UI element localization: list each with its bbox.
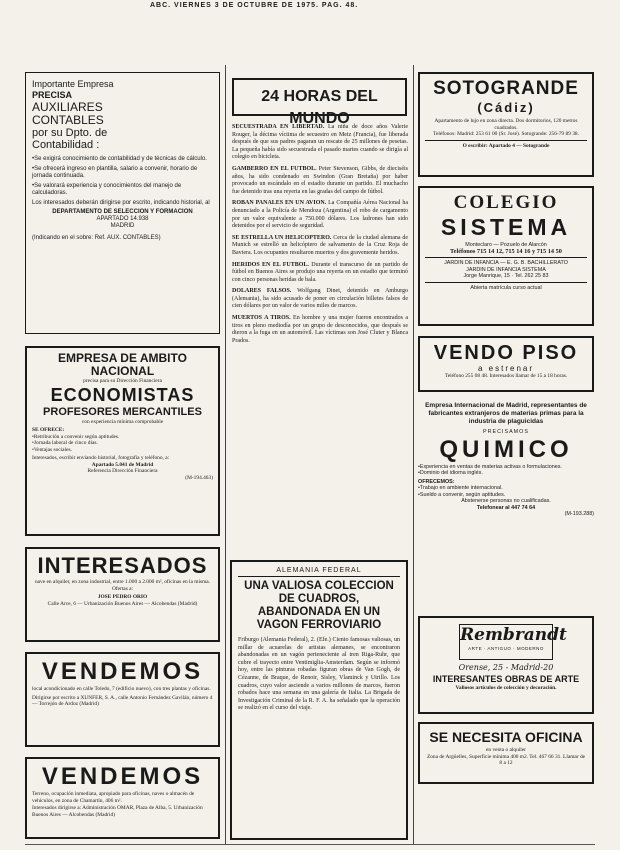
ad-phones: Teléfonos 715 14 12, 715 14 16 y 715 14 50 (450, 247, 562, 255)
page-header: ABC. VIERNES 3 DE OCTUBRE DE 1975. PAG. 48. (150, 2, 359, 9)
ad-footer: (Indicando en el sobre: Ref. AUX. CONTABLES) (32, 235, 161, 241)
ad-more: Dirigirse por escrito a XUNFER, S. A., calle Antonio Fernández Gavilán, número 4 — Torrejón de Ardoz (Madrid) (32, 694, 213, 707)
ad-phones: Teléfonos: Madrid: 253 61 00 (Sr. José). Sotogrande: 256-79 89 38. (433, 131, 579, 137)
ad-body: nave en alquiler, en zona industrial, entre 1.000 a 2.000 m², oficinas en la misma. Ofertas a: (34, 579, 211, 592)
ad-subtitle: a estrenar (477, 364, 535, 373)
ad-footer: O escribir: Apartado 4 — Sotogrande (462, 142, 550, 149)
ad-more: Interesados dirigirse a: Administración OMAR, Plaza de Alba, 5. Urbanización Buenos Aires — Alcobendas (Madrid) (32, 805, 203, 818)
ad-title: QUIMICO (439, 435, 573, 463)
ad-title: VENDEMOS (41, 763, 204, 790)
ad-auxiliares-contables (25, 72, 220, 334)
divider (238, 576, 400, 577)
news-body: Durante el transcurso de un partido de fútbol en Buenos Aires se produjo una reyerta en un estadio que terminó con cinco personas heridas de bala. (232, 261, 409, 283)
ad-offer: SE OFRECE: (32, 427, 65, 433)
ad-interesados (25, 547, 220, 642)
ad-title: VENDO PISO (433, 342, 579, 364)
logo-text: Rembrandt (460, 625, 567, 645)
ad-bullet: • Trabajo en ambiente internacional. (418, 485, 594, 492)
ad-offer: OFRECEMOS: (418, 478, 455, 485)
ad-sotogrande (418, 72, 594, 177)
ad-bullet: • Experiencia en ventas de materias activas o formulaciones. (418, 464, 594, 471)
ad-subtitle: (Cádiz) (477, 100, 535, 115)
ad-phone: Telefonear al 447 74 64 (476, 504, 536, 511)
ad-line: Importante Empresa (32, 79, 114, 89)
news-item (232, 262, 408, 285)
ad-address: Orense, 25 - Madrid-20 (458, 663, 554, 672)
ad-body: Apartamento de lujo en zona directa. Dos dormitorios, 120 metros cuadrados. (434, 118, 578, 131)
ad-line: Contabilidad : (32, 139, 100, 151)
ad-line: EMPRESA DE AMBITO (58, 351, 187, 365)
ad-vendemos-terreno (25, 757, 220, 839)
news-body: La niña de doce años Valerie Rouger, la décima víctima de secuestro en Metz (Francia), fue liberada después de que sus padres pagaran un rescate de 25 millones de pesetas. La pequeña había sido secuestrada el pasado martes cuando se dirigía al colegio en bicicleta. (232, 124, 408, 161)
ad-address: Monteclaro — Pozuelo de Alarcón (465, 242, 547, 248)
news-briefs (232, 124, 408, 550)
ad-more: Zona de Argüelles, Superficie mínima 400 m2. Tel. 467 66 31. Llamar de 8 a 12 (426, 753, 586, 766)
ad-title: INTERESANTES OBRAS DE ARTE (432, 674, 580, 684)
feature-body: Friburgo (Alemania Federal), 2. (Efe.) Ciento famosas valiosas, un millar de acuarelas de artistas alemanes, se encontraron abandonadas en un vagón perteneciente al tren Riga-Ruhr, que cubre el trayecto entre Ventimiglia-Amsterdam. Según se informó hoy, entre las pinturas robadas figuran obras de Van Gogh, de Cézanne, de Braque, de Renoir, Sisley, Vlaminck y Utrillo. Los cuadros, cuyo valor asciende a varios millones de marcos, fueron robados hace una semana en una galería de Italia. La Brigada de Investigación Criminal de la R. F. A. ha señalado que la operación se realizó en el curso del viaje. (238, 637, 400, 712)
news-item (232, 315, 408, 345)
ad-title: INTERESADOS (37, 553, 208, 578)
news-item (232, 124, 408, 162)
ad-name: JOSE PEDRO ORIO (97, 594, 148, 600)
feature-article (230, 560, 408, 840)
news-body: Cerca de la ciudad alemana de Munich se estrelló un helicóptero de salvamento de la Cruz Roja de Baviera. Los ocupantes resultaron muertos y dos gravemente heridos. (232, 234, 409, 256)
column-rule (413, 65, 414, 845)
news-body: En hombre y una mujer fueron encontrados a tiros en pleno mediodía por un grupo de desconocidos, que después se dieron a la fuga en un automóvil. Las víctimas son José Cluter y Blanca Prados. (232, 315, 408, 344)
news-head: DOLARES FALSOS. (232, 288, 292, 295)
ad-line: CONTABLES (32, 113, 104, 127)
ad-kinder: JARDIN DE INFANCIA — E. G. B. BACHILLERATO (444, 260, 568, 266)
ad-city: MADRID (110, 223, 135, 229)
news-body: La Compañía Aérea Nacional ha denunciado a la Policía de Mendoza (Argentina) el robo de cargamento por un valor equivalente a 750.000 dólares. Los ladrones han sido detenidos por el servicio de seguridad. (232, 200, 409, 230)
ad-bullet: • Se ofrecerá ingreso en plantilla, salario a convenir, horario de jornada continuada. (32, 166, 213, 180)
ad-body: en venta o alquiler (486, 747, 526, 753)
news-item (232, 288, 408, 311)
ad-line: PRECISA (32, 90, 73, 100)
ad-title: VENDEMOS (41, 658, 204, 685)
ad-line: ECONOMISTAS (50, 384, 195, 405)
news-head: SECUESTRADA EN LIBERTAD. (232, 124, 325, 130)
ad-kinder: JARDIN DE INFANCIA SISTEMA (466, 266, 546, 273)
ad-bullet: • Se valorará experiencia y conocimientos del manejo de calculadoras. (32, 183, 213, 197)
feature-kicker: ALEMANIA FEDERAL (276, 567, 362, 574)
news-item (232, 200, 408, 230)
section-title: 24 HORAS DEL MUNDO (261, 88, 378, 127)
news-item (232, 166, 408, 196)
ad-need: PRECISAMOS (483, 429, 529, 435)
ad-body: Valiosos artículos de colección y decoración. (455, 685, 557, 691)
news-head: HERIDOS EN EL FUTBOL. (232, 261, 309, 268)
ad-line: por su Dpto. de (32, 127, 108, 139)
ad-department: DEPARTAMENTO DE SELECCION Y FORMACION (52, 209, 193, 215)
ad-vendo-piso (418, 336, 594, 392)
ad-body: Teléfono 255 08 48. Interesados llamar de 15 a 18 horas. (444, 373, 568, 379)
ad-apartado: APARTADO 14.938 (96, 216, 149, 222)
ad-quimico (418, 402, 594, 607)
news-head: ROBAN PANALES EN UN AVION. (232, 200, 327, 207)
ad-bullet: • Dominio del idioma inglés. (418, 470, 594, 477)
ad-address: Calle Arce, 6 — Urbanización Buenos Aires — Alcobendas (Madrid) (47, 600, 198, 607)
news-body: Peter Stevenson, Gibbs, de dieciséis años, ha sido condenado en Swindon (Gran Bretaña) por haber provocado un escándalo en el estadio durante un partido. El muchacho fue detenido tras una reyerta en las gradas del campo de fútbol. (232, 165, 409, 195)
ad-bullet: • Se exigirá conocimiento de contabilidad y de técnicas de cálculo. (32, 156, 213, 163)
ad-bullet: • Ventajas sociales. (32, 447, 213, 454)
ad-closing: Los interesados deberán dirigirse por escrito, indicando historial, al (32, 200, 210, 206)
ad-title: SOTOGRANDE (433, 78, 579, 99)
ad-open: Abierta matrícula curso actual (470, 284, 542, 291)
ad-intro: Empresa Internacional de Madrid, representantes de fabricantes extranjeros de materias primas para la industria de plaguicidas (425, 402, 587, 425)
ad-closing: Interesados, escribir enviando historial, fotografía y teléfono, a: (32, 455, 170, 461)
ad-vendemos-local (25, 652, 220, 747)
divider (425, 282, 587, 283)
ad-bullet: • Jornada laboral de cinco días. (32, 440, 213, 447)
ad-bullet: • Retribución a convenir según aptitudes. (32, 434, 213, 441)
ad-necesita-oficina (418, 722, 594, 784)
logo-sub: ARTE · ANTIGUO · MODERNO (468, 646, 544, 651)
ad-kinder: Jorge Manrique, 15 · Tel. 262 25 83 (463, 273, 549, 279)
ad-code: (M-194.463) (185, 474, 213, 481)
feature-headline: UNA VALIOSA COLECCION DE CUADROS, ABANDONADA EN UN VAGON FERROVIARIO (244, 580, 394, 631)
news-body: Wolfgang Dinet, detenido en Amburgo (Alemania), ha sido acusado de poner en circulación billetes falsos de cien dólares por un valor de varios miles de marcos. (232, 288, 408, 310)
ad-line: PROFESORES MERCANTILES (43, 405, 202, 418)
ad-body: local acondicionado en calle Toledo, 7 (edificio nuevo), con tres plantas y oficinas. (32, 686, 211, 692)
ad-economistas (25, 346, 220, 536)
column-rule (225, 65, 226, 845)
ad-line: precisa para su Dirección Financiera (83, 378, 162, 384)
ad-body: Terreno, ocupación inmediata, apropiado para oficinas, naves o almacén de vehículos, en zona de Chamartín, 406 m². (32, 791, 195, 804)
ad-line: NACIONAL (90, 364, 155, 378)
ad-bullet: • Sueldo a convenir, según aptitudes. (418, 492, 594, 499)
news-head: GAMBERRO EN EL FUTBOL. (232, 165, 317, 172)
bottom-rule (25, 844, 595, 845)
ad-title: COLEGIO (453, 192, 559, 213)
ad-rembrandt (418, 616, 594, 714)
ad-ref: Referencia Dirección Financiera (87, 468, 158, 474)
ad-line: con experiencia mínima comprobable (81, 418, 164, 425)
news-head: SE ESTRELLA UN HELICOPTERO. (232, 234, 332, 241)
news-item (232, 235, 408, 258)
ad-line: AUXILIARES (32, 100, 103, 114)
news-head: MUERTOS A TIROS. (232, 315, 291, 322)
ad-title: SE NECESITA OFICINA (429, 729, 583, 745)
divider (425, 140, 587, 141)
ad-colegio-sistema (418, 186, 594, 326)
ad-code: (M-193.288) (564, 511, 594, 517)
divider (425, 257, 587, 258)
ad-more: Abstenerse personas no cualificadas. (461, 498, 551, 504)
ad-address: Apartado 5.041 de Madrid (91, 461, 154, 468)
rembrandt-logo (459, 624, 567, 660)
ad-title: SISTEMA (440, 214, 572, 240)
